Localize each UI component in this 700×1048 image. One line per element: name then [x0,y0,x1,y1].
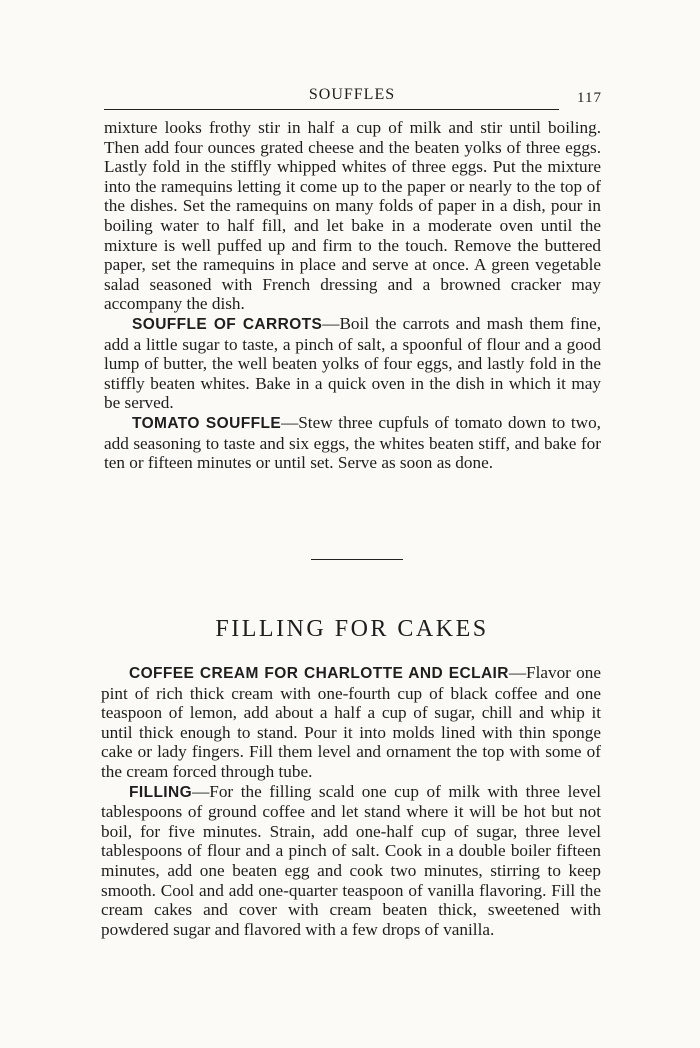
recipe-coffee-cream [101,663,601,782]
header-rule [104,109,559,110]
filling-recipes [101,663,601,939]
recipe-heading: TOMATO SOUFFLE [132,414,282,432]
running-title: SOUFFLES [308,86,396,103]
recipe-text: —Boil the carrots and mash them fine, add a little sugar to taste, a pinch of salt, a spoonful of flour and a good lump of butter, the well beaten yolks of four eggs, and lastly fold in the stiffly beaten whites. Bake in a quick oven in the dish in which it may be served. [104,313,601,413]
paragraph-continued: mixture looks frothy stir in half a cup of milk and stir until boiling. Then add four ounces grated cheese and the beaten yolks of three eggs. Lastly fold in the stiffly whipped whites of three eggs. Put the mixture into the ramequins letting it come up to the paper or nearly to the top of the dishes. Set the ramequins on many folds of paper in a dish, pour in boiling water to half fill, and let bake in a moderate oven until the mixture is well puffed up and firm to the touch. Remove the buttered paper, set the ramequins in place and serve at once. A green vegetable salad seasoned with French dressing and a browned cracker may accompany the dish. [104,118,601,314]
recipe-tomato-souffle [104,413,601,473]
recipe-heading: FILLING [129,783,193,801]
section-divider [311,559,403,560]
recipe-text: —Stew three cupfuls of tomato down to two, add seasoning to taste and six eggs, the whites beaten stiff, and bake for ten or fifteen minutes or until set. Serve as soon as done. [104,412,601,473]
recipe-souffle-of-carrots [104,314,601,413]
recipe-heading: SOUFFLE OF CARROTS [132,315,323,333]
recipe-text: —Flavor one pint of rich thick cream with one-fourth cup of black coffee and one teaspoon of lemon, add about a half a cup of sugar, chill and whip it until thick enough to stand. Pour it into molds lined with thin sponge cake or lady fingers. Fill them level and ornament the top with some of the cream forced through tube. [101,663,601,781]
page-number: 117 [577,90,602,106]
section-title: FILLING FOR CAKES [215,616,489,642]
recipe-heading: COFFEE CREAM FOR CHARLOTTE AND ECLAIR [129,665,509,682]
souffle-recipes [104,118,601,473]
recipe-filling [101,782,601,940]
recipe-text: —For the filling scald one cup of milk with three level tablespoons of ground coffee and let stand where it will be hot but not boil, for five minutes. Strain, add one-half cup of sugar, three level tablespoons of flour and a pinch of salt. Cook in a double boiler fifteen minutes, add one beaten egg and cook two minutes, stirring to keep smooth. Cool and add one-quarter teaspoon of vanilla flavoring. Fill the cream cakes and cover with cream beaten thick, sweetened with powdered sugar and flavored with a few drops of vanilla. [101,781,601,939]
